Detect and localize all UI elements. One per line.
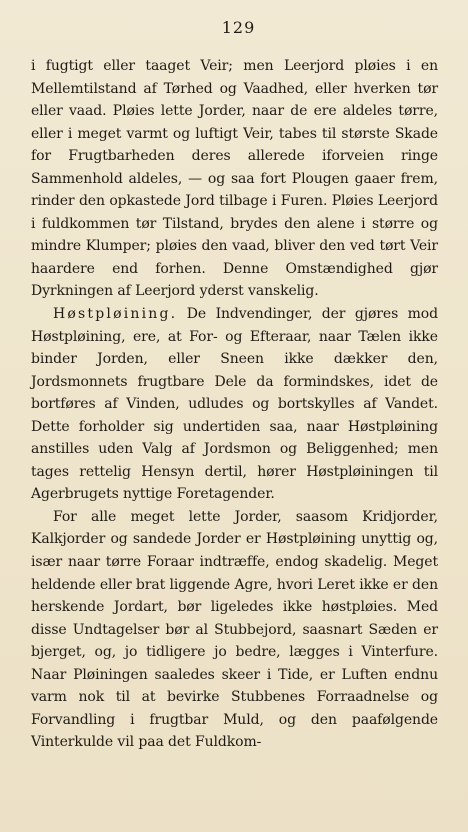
section-text: De Indvendinger, der gjøres mod Høstpløining, ere, at For- og Efteraar, naar Tælen ikke binder Jorden, eller Sneen ikke dækker den, Jordsmonnets frugtbare Dele da formindskes, idet de bortføres af Vinden, udludes og bortskylles af Vandet. Dette forholder sig undertiden saa, naar Høstpløining anstilles uden Valg af Jordsmon og Beliggenhed; men tages rettelig Hensyn dertil, hører Høstpløiningen til Agerbrugets nyttige Foretagender. [31, 306, 438, 503]
paragraph-light-soils: For alle meget lette Jorder, saasom Kridjorder, Kalkjorder og sandede Jorder er Høstpløining unyttig og, især naar tørre Foraar indtræffe, endog skadelig. Meget heldende eller brat liggende Agre, hvori Leret ikke er den herskende Jordart, bør ligeledes ikke høstpløies. Med disse Undtagelser bør al Stubbejord, saasnart Sæden er bjerget, og, jo tidligere jo bedre, lægges i Vinterfure. Naar Pløiningen saaledes skeer i Tide, er Luften endnu varm nok til at bevirke Stubbenes Forraadnelse og Forvandling i frugtbar Muld, og den paafølgende Vinterkulde vil paa det Fuldkom- [31, 508, 438, 751]
paragraph-continued: i fugtigt eller taaget Veir; men Leerjord pløies i en Mellemtilstand af Tørhed og Vaadhed, eller hverken tør eller vaad. Pløies lette Jorder, naar de ere aldeles tørre, eller i meget varmt og luftigt Veir, tabes til største Skade for Frugtbarheden deres allerede iforveien ringe Sammenhold aldeles, — og saa fort Plougen gaaer frem, rinder den opkastede Jord tilbage i Furen. Pløies Leerjord i fuldkommen tør Tilstand, brydes den alene i større og mindre Klumper; pløies den vaad, bliver den ved tørt Veir haardere end forhen. Denne Omstændighed gjør Dyrkningen af Leerjord yderst vanskelig. [31, 58, 438, 300]
page-number: 129 [221, 18, 256, 37]
paragraph-hoestploeining [31, 303, 438, 506]
section-heading: Høstpløining. [53, 306, 178, 323]
body-text [31, 55, 438, 754]
